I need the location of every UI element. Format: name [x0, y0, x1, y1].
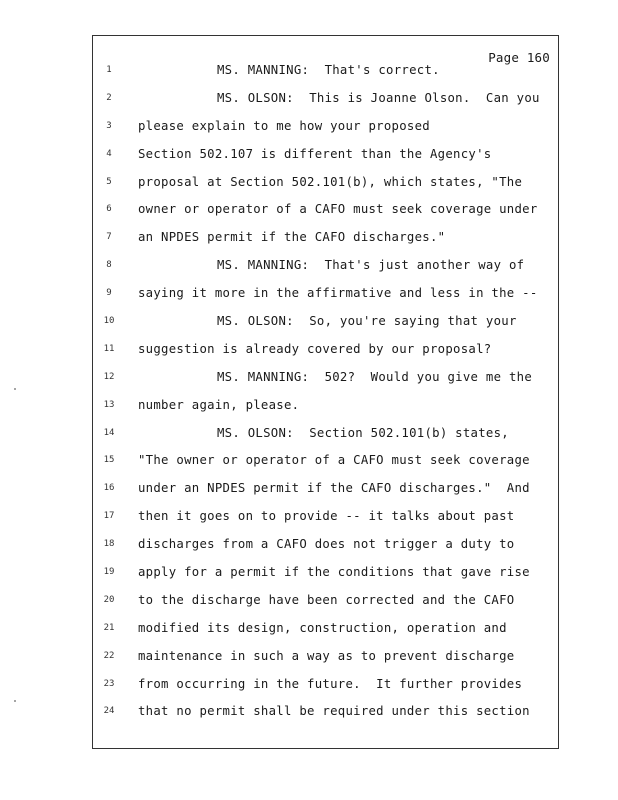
line-text: suggestion is already covered by our proposal?	[138, 341, 492, 356]
line-text: maintenance in such a way as to prevent discharge	[138, 648, 515, 663]
line-text: an NPDES permit if the CAFO discharges."	[138, 230, 446, 245]
line-text: that no permit shall be required under this section	[138, 704, 530, 719]
line-text: saying it more in the affirmative and less in the --	[138, 286, 538, 301]
line-text: discharges from a CAFO does not trigger a duty to	[138, 537, 515, 552]
transcript-lines	[93, 62, 558, 731]
transcript-line	[93, 648, 558, 676]
line-number: 21	[103, 622, 115, 633]
line-number: 18	[103, 539, 115, 550]
line-text: modified its design, construction, operation and	[138, 620, 507, 635]
transcript-line	[93, 508, 558, 536]
line-number: 16	[103, 483, 115, 494]
line-number: 20	[103, 594, 115, 605]
transcript-line	[93, 480, 558, 508]
line-text: number again, please.	[138, 397, 300, 412]
line-number: 13	[103, 399, 115, 410]
line-number: 8	[106, 260, 112, 271]
line-number: 5	[106, 176, 112, 187]
line-number: 9	[106, 288, 112, 299]
line-number: 15	[103, 455, 115, 466]
line-number: 3	[106, 120, 112, 131]
transcript-line	[93, 425, 558, 453]
transcript-line	[93, 536, 558, 564]
line-number: 23	[103, 678, 115, 689]
line-number: 10	[103, 316, 115, 327]
line-number: 11	[103, 343, 115, 354]
line-text: MS. MANNING: 502? Would you give me the	[217, 369, 533, 384]
transcript-line	[93, 313, 558, 341]
transcript-line	[93, 62, 558, 90]
transcript-line	[93, 90, 558, 118]
transcript-line	[93, 452, 558, 480]
line-number: 2	[106, 92, 112, 103]
line-text: please explain to me how your proposed	[138, 118, 430, 133]
line-number: 4	[106, 148, 112, 159]
line-text: owner or operator of a CAFO must seek coverage under	[138, 202, 538, 217]
transcript-line	[93, 146, 558, 174]
line-text: Section 502.107 is different than the Agency's	[138, 146, 492, 161]
line-text: apply for a permit if the conditions that gave rise	[138, 565, 530, 580]
line-number: 17	[103, 511, 115, 522]
transcript-line	[93, 703, 558, 731]
line-text: MS. MANNING: That's just another way of	[217, 258, 525, 273]
line-text: proposal at Section 502.101(b), which states, "The	[138, 174, 523, 189]
transcript-line	[93, 229, 558, 257]
line-text: under an NPDES permit if the CAFO discharges." And	[138, 481, 530, 496]
transcript-line	[93, 257, 558, 285]
transcript-line	[93, 592, 558, 620]
scan-speck	[14, 388, 16, 390]
transcript-line	[93, 201, 558, 229]
line-number: 7	[106, 232, 112, 243]
line-text: to the discharge have been corrected and the CAFO	[138, 592, 515, 607]
line-number: 1	[106, 65, 112, 75]
line-number: 22	[103, 650, 115, 661]
transcript-line	[93, 341, 558, 369]
page-number: Page 160	[488, 50, 550, 65]
line-text: MS. OLSON: This is Joanne Olson. Can you	[217, 90, 540, 105]
line-number: 19	[103, 567, 115, 578]
line-text: MS. OLSON: So, you're saying that your	[217, 314, 517, 329]
transcript-line	[93, 620, 558, 648]
line-number: 14	[103, 427, 115, 438]
line-text: then it goes on to provide -- it talks about past	[138, 509, 515, 524]
transcript-line	[93, 676, 558, 704]
transcript-line	[93, 564, 558, 592]
transcript-page	[92, 35, 559, 749]
line-text: MS. OLSON: Section 502.101(b) states,	[217, 425, 509, 440]
scan-speck	[14, 700, 16, 702]
transcript-line	[93, 118, 558, 146]
transcript-line	[93, 174, 558, 202]
line-number: 6	[106, 204, 112, 215]
line-text: from occurring in the future. It further provides	[138, 676, 523, 691]
line-text: MS. MANNING: That's correct.	[217, 63, 440, 77]
line-text: "The owner or operator of a CAFO must seek coverage	[138, 453, 530, 468]
transcript-line	[93, 285, 558, 313]
line-number: 24	[103, 706, 115, 717]
transcript-line	[93, 369, 558, 397]
transcript-line	[93, 397, 558, 425]
line-number: 12	[103, 371, 115, 382]
